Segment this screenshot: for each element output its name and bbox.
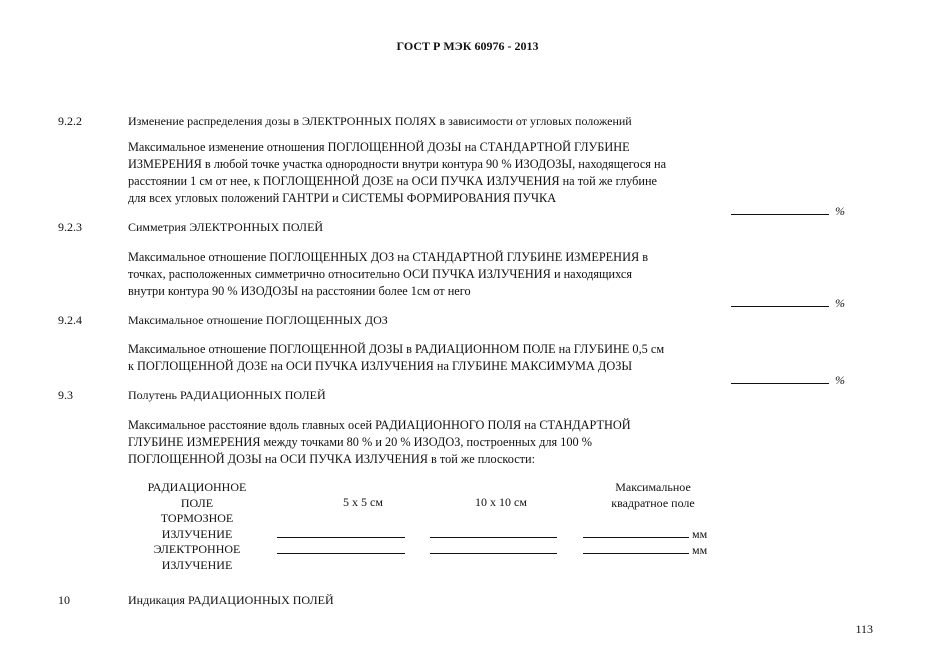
answer-field[interactable] xyxy=(731,204,845,219)
paragraph-line: ПОГЛОЩЕННОЙ ДОЗЫ на ОСИ ПУЧКА ИЗЛУЧЕНИЯ в той же плоскости: xyxy=(128,452,536,466)
paragraph-line: для всех угловых положений ГАНТРИ и СИСТЕМЫ ФОРМИРОВАНИЯ ПУЧКА xyxy=(128,191,557,205)
section-number: 9.2.4 xyxy=(58,313,82,327)
mm-unit: мм xyxy=(692,527,708,541)
table-row-label-bremsstrahlung xyxy=(130,511,264,542)
table-header-line: Максимальное xyxy=(615,480,691,494)
table-row-label-line: ИЗЛУЧЕНИЕ xyxy=(161,557,233,572)
table-row-label-electron xyxy=(130,542,264,573)
section-number: 9.2.2 xyxy=(58,114,82,128)
paragraph-line: Максимальное изменение отношения ПОГЛОЩЕННОЙ ДОЗЫ на СТАНДАРТНОЙ ГЛУБИНЕ xyxy=(128,140,630,154)
table-header-line: ПОЛЕ xyxy=(180,495,214,510)
section-paragraph xyxy=(128,417,631,468)
paragraph-line: расстоянии 1 см от нее, к ПОГЛОЩЕННОЙ ДОЗЕ на ОСИ ПУЧКА ИЗЛУЧЕНИЯ на той же глубине xyxy=(128,174,658,188)
answer-blank[interactable] xyxy=(583,553,689,554)
percent-unit: % xyxy=(835,373,845,387)
table-header-field xyxy=(130,480,264,511)
answer-blank[interactable] xyxy=(731,296,829,307)
table-header-5x5: 5 х 5 см xyxy=(343,495,383,509)
table-row-label-line: ИЗЛУЧЕНИЕ xyxy=(161,526,233,541)
section-paragraph xyxy=(128,341,664,375)
section-paragraph xyxy=(128,139,666,207)
answer-blank[interactable] xyxy=(430,553,557,554)
paragraph-line: Максимальное отношение ПОГЛОЩЕННЫХ ДОЗ на СТАНДАРТНОЙ ГЛУБИНЕ ИЗМЕРЕНИЯ в xyxy=(128,250,649,264)
table-row-label-line: ТОРМОЗНОЕ xyxy=(160,511,234,525)
answer-blank[interactable] xyxy=(430,537,557,538)
section-title: Изменение распределения дозы в ЭЛЕКТРОННЫХ ПОЛЯХ в зависимости от угловых положений xyxy=(128,114,632,128)
table-header-10x10: 10 х 10 см xyxy=(475,495,527,509)
percent-unit: % xyxy=(835,296,845,310)
section-number: 10 xyxy=(58,593,70,607)
section-number: 9.2.3 xyxy=(58,220,82,234)
answer-blank[interactable] xyxy=(277,537,405,538)
section-title: Симметрия ЭЛЕКТРОННЫХ ПОЛЕЙ xyxy=(128,220,324,234)
answer-field[interactable] xyxy=(731,296,845,311)
page-header: ГОСТ Р МЭК 60976 - 2013 xyxy=(396,39,539,53)
page-number: 113 xyxy=(855,622,873,636)
section-title: Максимальное отношение ПОГЛОЩЕННЫХ ДОЗ xyxy=(128,313,388,327)
answer-blank[interactable] xyxy=(583,537,689,538)
paragraph-line: Максимальное отношение ПОГЛОЩЕННОЙ ДОЗЫ в РАДИАЦИОННОМ ПОЛЕ на ГЛУБИНЕ 0,5 см xyxy=(128,342,665,356)
table-row-label-line: ЭЛЕКТРОННОЕ xyxy=(153,542,241,556)
table-header-line: РАДИАЦИОННОЕ xyxy=(147,480,247,494)
paragraph-line: к ПОГЛОЩЕННОЙ ДОЗЕ на ОСИ ПУЧКА ИЗЛУЧЕНИЯ на ГЛУБИНЕ МАКСИМУМА ДОЗЫ xyxy=(128,359,633,373)
section-title: Полутень РАДИАЦИОННЫХ ПОЛЕЙ xyxy=(128,388,326,402)
paragraph-line: ГЛУБИНЕ ИЗМЕРЕНИЯ между точками 80 % и 20 % ИЗОДОЗ, построенных для 100 % xyxy=(128,435,593,449)
table-header-max-field xyxy=(574,480,732,511)
paragraph-line: точках, расположенных симметрично относительно ОСИ ПУЧКА ИЗЛУЧЕНИЯ и находящихся xyxy=(128,267,632,281)
mm-unit: мм xyxy=(692,543,708,557)
paragraph-line: внутри контура 90 % ИЗОДОЗЫ на расстоянии более 1см от него xyxy=(128,284,471,298)
section-title: Индикация РАДИАЦИОННЫХ ПОЛЕЙ xyxy=(128,593,334,607)
answer-blank[interactable] xyxy=(731,204,829,215)
section-paragraph xyxy=(128,249,648,300)
paragraph-line: ИЗМЕРЕНИЯ в любой точке участка однородности внутри контура 90 % ИЗОДОЗЫ, находящегося на xyxy=(128,157,667,171)
answer-blank[interactable] xyxy=(277,553,405,554)
answer-field[interactable] xyxy=(731,373,845,388)
percent-unit: % xyxy=(835,204,845,218)
answer-blank[interactable] xyxy=(731,373,829,384)
section-number: 9.3 xyxy=(58,388,73,402)
paragraph-line: Максимальное расстояние вдоль главных осей РАДИАЦИОННОГО ПОЛЯ на СТАНДАРТНОЙ xyxy=(128,418,631,432)
table-header-line: квадратное поле xyxy=(611,495,695,510)
